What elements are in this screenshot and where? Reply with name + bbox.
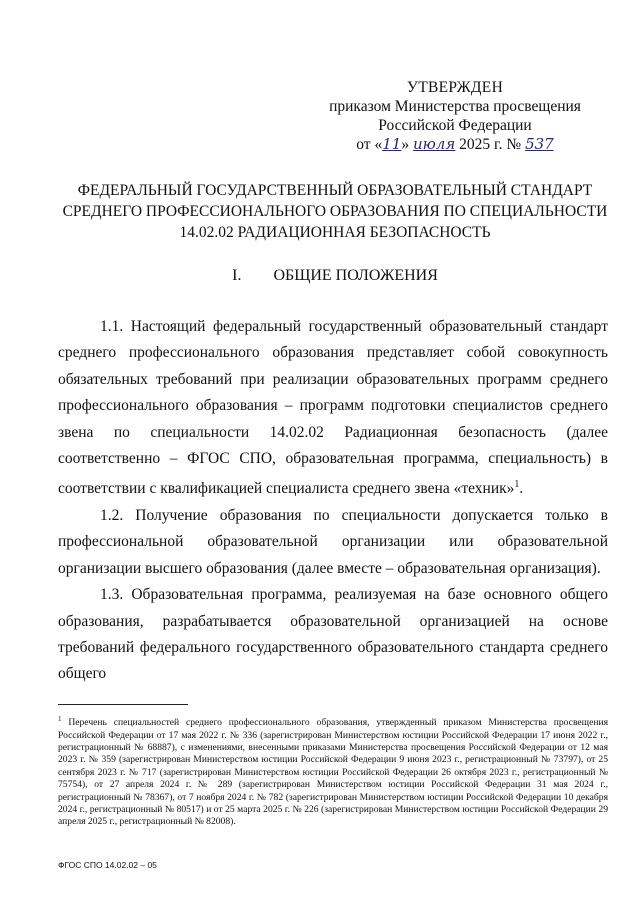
approval-line-ministry: приказом Министерства просвещения [329, 98, 581, 115]
footnote-ref: 1 [514, 479, 520, 491]
paragraph-1-1-text: 1.1. Настоящий федеральный государственный образовательный стандарт среднего профессионального образования представляет собой совокупность обязательных требований при реализации образовательных программ среднего профессионального образования – программ подготовки специалистов среднего звена по специальности 14.02.02 Радиационная безопасность (далее соответственно – ФГОС СПО, образовательная программа, специальность) в соответствии с квалификацией специалиста среднего звена «техник» [58, 318, 608, 498]
date-mid: » [401, 136, 410, 153]
page-footer: ФГОС СПО 14.02.02 – 05 [58, 860, 157, 870]
approval-date-line [356, 135, 553, 154]
date-month: июля [412, 135, 456, 153]
title-line-1: ФЕДЕРАЛЬНЫЙ ГОСУДАРСТВЕННЫЙ ОБРАЗОВАТЕЛЬНЫЙ СТАНДАРТ [77, 182, 593, 199]
document-body [58, 314, 608, 688]
date-day: 11 [382, 135, 402, 153]
footnote-marker: 1 [58, 715, 62, 723]
footnote-divider [58, 704, 188, 705]
footnote-text: Перечень специальностей среднего профессионального образования, утвержденный приказом Министерства просвещения Российской Федерации от 17 мая 2022 г. № 336 (зарегистрирован Министерством юстиции Российской Федерации 17 июня 2022 г., регистрационный № 68887), с изменениями, внесенными приказами Министерства просвещения Российской Федерации от 12 мая 2023 г. № 359 (зарегистрирован Министерством юстиции Российской Федерации 9 июня 2023 г., регистрационный № 73797), от 25 сентября 2023 г. № 717 (зарегистрирован Министерством юстиции Российской Федерации 26 октября 2023 г., регистрационный № 75754), от 27 апреля 2024 г. № 289 (зарегистрирован Министерством юстиции Российской Федерации 31 мая 2024 г., регистрационный № 78367), от 7 ноября 2024 г. № 782 (зарегистрирован Министерством юстиции Российской Федерации 10 декабря 2024 г., регистрационный № 80517) и от 25 марта 2025 г. № 226 (зарегистрирован Министерством юстиции Российской Федерации 29 апреля 2025 г., регистрационный № 82008). [58, 717, 609, 828]
approval-block [305, 78, 605, 154]
section-heading [40, 267, 630, 285]
section-number: I. [232, 267, 242, 284]
paragraph-1-1-end: . [519, 480, 524, 498]
section-title: ОБЩИЕ ПОЛОЖЕНИЯ [273, 267, 438, 284]
approval-line-federation: Российской Федерации [378, 117, 532, 134]
paragraph-1-3: 1.3. Образовательная программа, реализуемая на базе основного общего образования, разрабатывается образовательной организацией на основе требований федерального государственного образовательного стандарта среднего общего [58, 586, 608, 683]
footnote [58, 713, 608, 829]
date-prefix: от « [356, 136, 383, 153]
paragraph-1-1 [58, 314, 608, 503]
title-line-2: СРЕДНЕГО ПРОФЕССИОНАЛЬНОГО ОБРАЗОВАНИЯ ПО СПЕЦИАЛЬНОСТИ [62, 203, 608, 220]
date-year: 2025 г. № [459, 136, 522, 153]
approval-heading: УТВЕРЖДЕН [406, 79, 504, 96]
order-number: 537 [525, 135, 554, 153]
document-title [40, 180, 630, 243]
paragraph-1-2: 1.2. Получение образования по специальности допускается только в профессиональной образовательной организации или образовательной организации высшего образования (далее вместе – образовательная организация). [58, 507, 608, 577]
title-line-3: 14.02.02 РАДИАЦИОННАЯ БЕЗОПАСНОСТЬ [179, 224, 491, 241]
